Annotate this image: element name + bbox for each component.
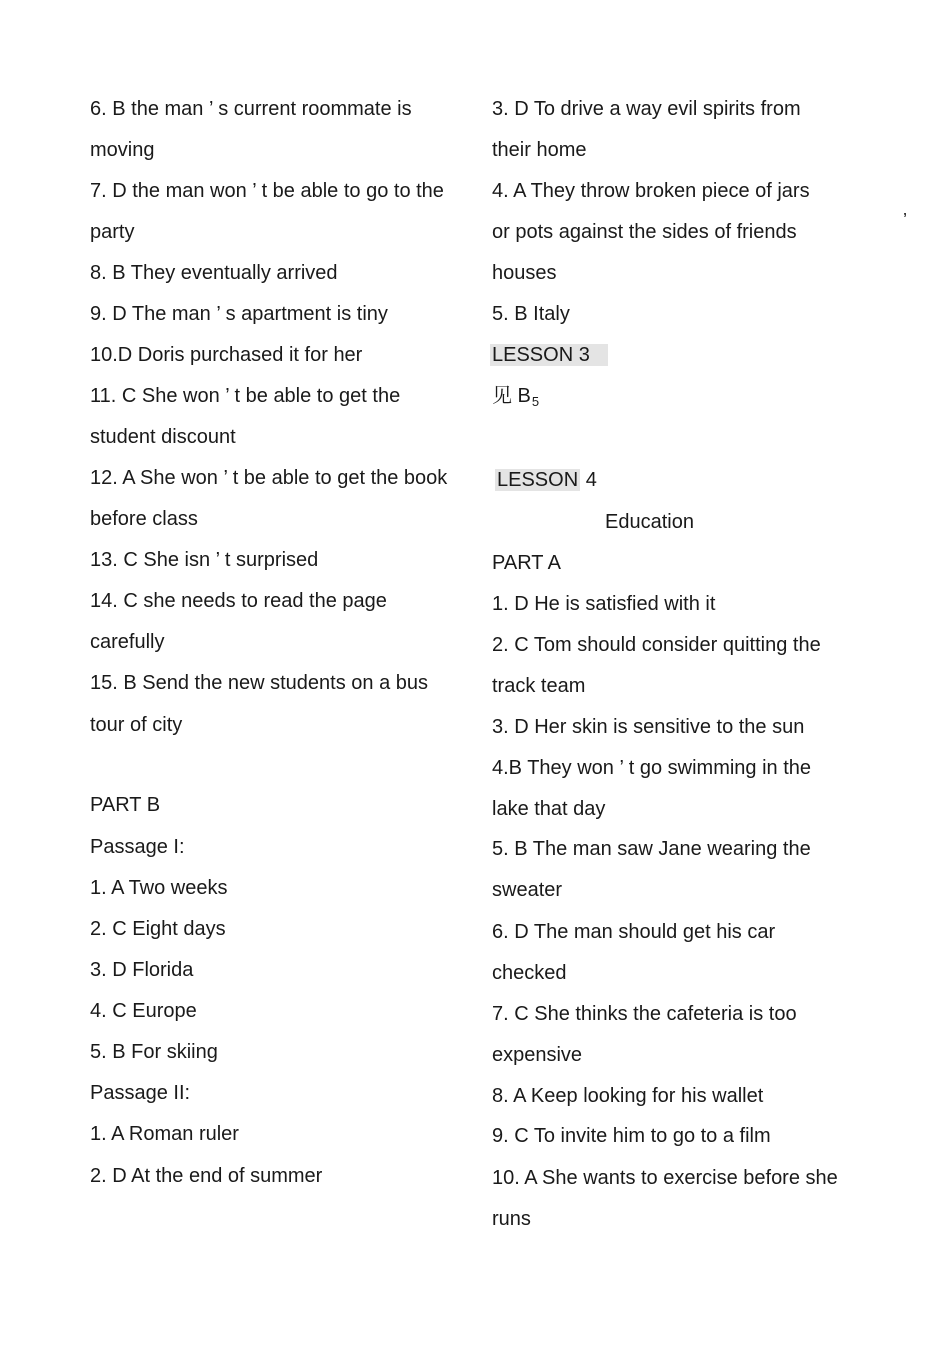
- right-line: 5. B Italy: [492, 303, 570, 325]
- left-line: 8. B They eventually arrived: [90, 262, 338, 284]
- left-line: tour of city: [90, 714, 183, 736]
- left-line: party: [90, 221, 135, 243]
- left-line: 7. D the man won ’ t be able to go to the: [90, 180, 444, 202]
- right-answer: 2. C Tom should consider quitting the: [492, 634, 821, 656]
- left-line: 10.D Doris purchased it for her: [90, 344, 363, 366]
- left-line: 13. C She isn ’ t surprised: [90, 549, 319, 571]
- left-line: 3. D Florida: [90, 959, 194, 981]
- right-answer: sweater: [492, 879, 563, 901]
- right-answer: 5. B The man saw Jane wearing the: [492, 838, 811, 860]
- left-line: 11. C She won ’ t be able to get the: [90, 385, 401, 407]
- left-line: 6. B the man ’ s current roommate is: [90, 98, 412, 120]
- left-line: 14. C she needs to read the page: [90, 590, 387, 612]
- stray-apostrophe: ’: [903, 210, 907, 230]
- lesson-4-number: 4: [580, 469, 597, 491]
- left-line: 1. A Two weeks: [90, 877, 228, 899]
- lesson-3-label: LESSON 3: [490, 344, 608, 366]
- left-line: carefully: [90, 631, 165, 653]
- right-line: 4. A They throw broken piece of jars: [492, 180, 810, 202]
- right-answer: 1. D He is satisfied with it: [492, 593, 716, 615]
- right-answer: runs: [492, 1208, 531, 1230]
- lesson-3-heading: [492, 343, 608, 367]
- right-answer: 7. C She thinks the cafeteria is too: [492, 1003, 797, 1025]
- passage-heading: Passage I:: [90, 836, 185, 858]
- left-line: 1. A Roman ruler: [90, 1123, 239, 1145]
- right-answer: 8. A Keep looking for his wallet: [492, 1085, 764, 1107]
- right-answer: 4.B They won ’ t go swimming in the: [492, 757, 812, 779]
- lesson-4-label: LESSON: [497, 469, 579, 491]
- right-answer: 3. D Her skin is sensitive to the sun: [492, 716, 805, 738]
- left-line: 12. A She won ’ t be able to get the book: [90, 467, 448, 489]
- left-line: 2. C Eight days: [90, 918, 226, 940]
- right-answer: 6. D The man should get his car: [492, 921, 776, 943]
- left-line: 9. D The man ’ s apartment is tiny: [90, 303, 388, 325]
- right-answer: 10. A She wants to exercise before she: [492, 1167, 838, 1189]
- right-line: or pots against the sides of friends: [492, 221, 797, 243]
- right-answer: lake that day: [492, 798, 606, 820]
- left-line: 4. C Europe: [90, 1000, 197, 1022]
- see-b-note: [492, 384, 539, 414]
- left-line: 15. B Send the new students on a bus: [90, 672, 429, 694]
- right-line: 3. D To drive a way evil spirits from: [492, 98, 801, 120]
- right-answer: 9. C To invite him to go to a film: [492, 1125, 771, 1147]
- left-line: student discount: [90, 426, 236, 448]
- education-title: Education: [605, 511, 694, 533]
- see-b-text: 见 B: [492, 385, 531, 407]
- passage-heading: Passage II:: [90, 1082, 191, 1104]
- left-line: before class: [90, 508, 198, 530]
- left-line: moving: [90, 139, 155, 161]
- right-answer: track team: [492, 675, 586, 697]
- left-line: 5. B For skiing: [90, 1041, 218, 1063]
- right-line: their home: [492, 139, 587, 161]
- part-a-heading: PART A: [492, 552, 561, 574]
- part-b-heading: PART B: [90, 794, 161, 816]
- left-line: 2. D At the end of summer: [90, 1165, 323, 1187]
- right-answer: checked: [492, 962, 567, 984]
- see-b-subscript: 5: [531, 394, 540, 409]
- lesson-4-heading: [497, 468, 597, 492]
- right-answer: expensive: [492, 1044, 583, 1066]
- right-line: houses: [492, 262, 557, 284]
